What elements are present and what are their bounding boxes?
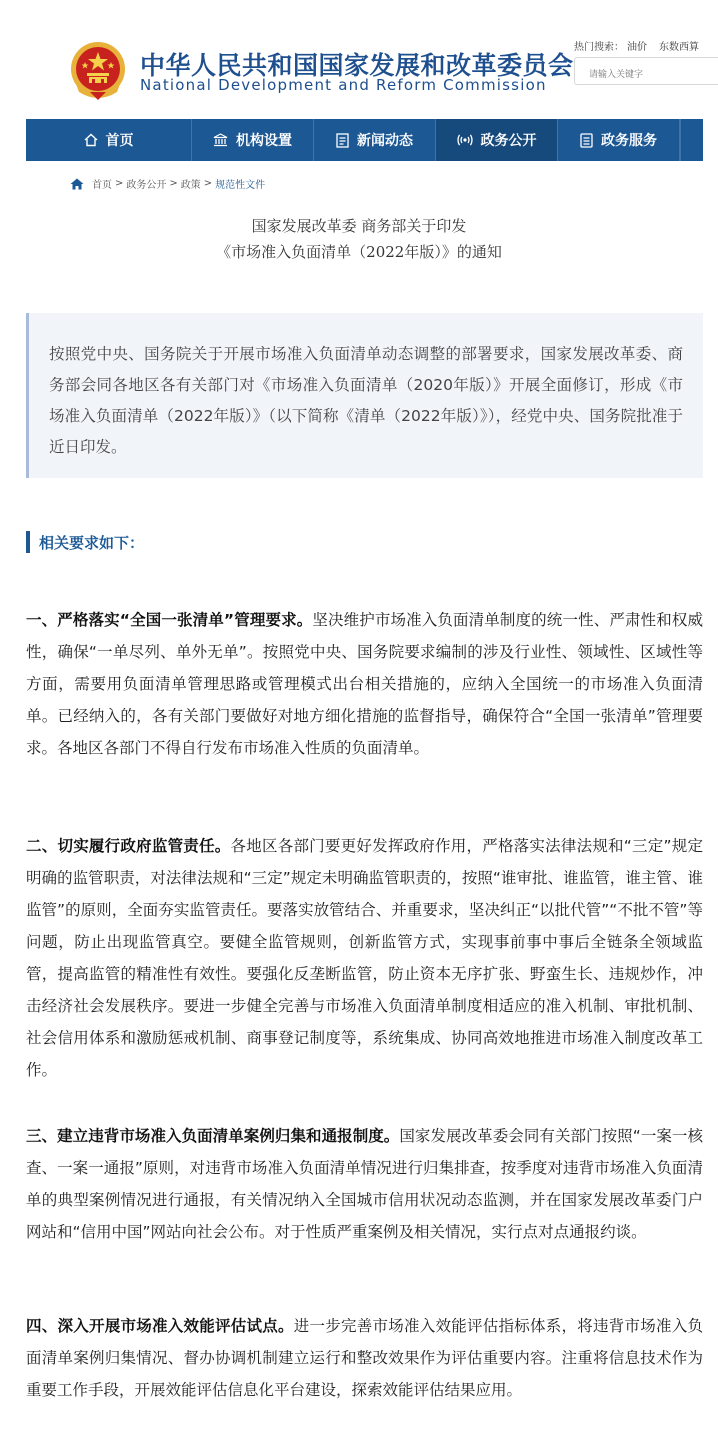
breadcrumb-separator: > [203, 178, 213, 189]
summary-text: 按照党中央、国务院关于开展市场准入负面清单动态调整的部署要求，国家发展改革委、商务部会同各地区各有关部门对《市场准入负面清单（2020年版）》开展全面修订，形成《市场准入负面清单（2022年版）》（以下简称《清单（2022年版）》），经党中央、国务院批准于近日印发。 [49, 345, 683, 456]
breadcrumb-current[interactable]: 规范性文件 [215, 180, 266, 191]
requirement-paragraph-4 [26, 1310, 703, 1406]
nav-item-label: 机构设置 [236, 133, 292, 149]
nav-item-services[interactable] [558, 119, 680, 161]
main-nav [26, 119, 703, 161]
paragraph-lead: 三、建立违背市场准入负面清单案例归集和通报制度。 [26, 1127, 400, 1145]
article-title-line1: 国家发展改革委 商务部关于印发 [251, 217, 467, 235]
nav-item-news[interactable] [314, 119, 436, 161]
breadcrumb-government-affairs[interactable]: 政务公开 [126, 180, 167, 191]
breadcrumb [70, 176, 265, 191]
home-icon[interactable] [70, 178, 84, 190]
nav-item-label: 政务公开 [480, 133, 537, 149]
requirement-paragraph-1 [26, 604, 703, 764]
building-icon [213, 133, 228, 147]
document-icon [336, 133, 349, 148]
hot-search [574, 38, 699, 53]
paragraph-body: 进一步完善市场准入效能评估指标体系，将违背市场准入负面清单案例归集情况、督办协调机制建立运行和整改效果作为评估重要内容。注重将信息技术作为重要工作手段，开展效能评估信息化平台建设，探索效能评估结果应用。 [26, 1317, 703, 1399]
paragraph-body: 坚决维护市场准入负面清单制度的统一性、严肃性和权威性，确保“一单尽列、单外无单”。按照党中央、国务院要求编制的涉及行业性、领域性、区域性等方面，需要用负面清单管理思路或管理模式出台相关措施的，应纳入全国统一的市场准入负面清单。已经纳入的，各有关部门要做好对地方细化措施的监督指导，确保符合“全国一张清单”管理要求。各地区各部门不得自行发布市场准入性质的负面清单。 [26, 611, 703, 757]
breadcrumb-policy[interactable]: 政策 [180, 180, 201, 191]
section-heading [26, 531, 144, 553]
paragraph-body: 国家发展改革委会同有关部门按照“一案一核查、一案一通报”原则，对违背市场准入负面清单情况进行归集排查，按季度对违背市场准入负面清单的典型案例情况进行通报，有关情况纳入全国城市信用状况动态监测，并在国家发展改革委门户网站和“信用中国”网站向社会公布。对于性质严重案例及相关情况，实行点对点通报约谈。 [26, 1127, 703, 1241]
paragraph-lead: 一、严格落实“全国一张清单”管理要求。 [26, 611, 313, 629]
list-icon [580, 133, 593, 148]
hot-search-label: 热门搜索： [574, 42, 624, 53]
requirement-paragraph-3 [26, 1120, 703, 1248]
section-heading-bar [26, 531, 30, 553]
broadcast-icon [457, 133, 473, 147]
hot-search-link-oil-price[interactable]: 油价 [627, 42, 647, 53]
nav-item-label: 新闻动态 [357, 133, 413, 149]
paragraph-lead: 四、深入开展市场准入效能评估试点。 [26, 1317, 294, 1335]
home-outline-icon [84, 133, 98, 147]
paragraph-body: 各地区各部门要更好发挥政府作用，严格落实法律法规和“三定”规定明确的监管职责，对法律法规和“三定”规定未明确监管职责的，按照“谁审批、谁监管，谁主管、谁监管”的原则，全面夯实监管责任。要落实放管结合、并重要求，坚决纠正“以批代管”“不批不管”等问题，防止出现监管真空。要健全监管规则，创新监管方式，实现事前事中事后全链条全领域监管，提高监管的精准性有效性。要强化反垄断监管，防止资本无序扩张、野蛮生长、违规炒作，冲击经济社会发展秩序。要进一步健全完善与市场准入负面清单制度相适应的准入机制、审批机制、社会信用体系和激励惩戒机制、商事登记制度等，系统集成、协同高效地推进市场准入制度改革工作。 [26, 837, 704, 1079]
site-title-english[interactable]: National Development and Reform Commission [140, 76, 547, 94]
section-heading-label: 相关要求如下： [39, 533, 145, 552]
article-title-line2: 《市场准入负面清单（2022年版）》的通知 [216, 243, 502, 261]
hot-search-link-east-data-west-computing[interactable]: 东数西算 [659, 42, 699, 53]
nav-overflow-edge [680, 119, 703, 161]
search-input[interactable] [574, 57, 718, 85]
nav-item-organization[interactable] [192, 119, 314, 161]
breadcrumb-home[interactable]: 首页 [92, 180, 112, 191]
nav-item-government-affairs[interactable] [436, 119, 558, 161]
nav-item-label: 政务服务 [601, 133, 657, 149]
site-header [0, 0, 718, 118]
paragraph-lead: 二、切实履行政府监管责任。 [26, 837, 231, 855]
breadcrumb-separator: > [115, 178, 124, 189]
site-title-chinese[interactable]: 中华人民共和国国家发展和改革委员会 [140, 51, 574, 80]
breadcrumb-separator: > [169, 178, 178, 189]
nav-item-home[interactable] [26, 119, 192, 161]
national-emblem-icon[interactable] [68, 40, 128, 102]
summary-box [26, 313, 703, 478]
requirement-paragraph-2 [26, 830, 703, 1086]
nav-item-label: 首页 [105, 133, 134, 149]
